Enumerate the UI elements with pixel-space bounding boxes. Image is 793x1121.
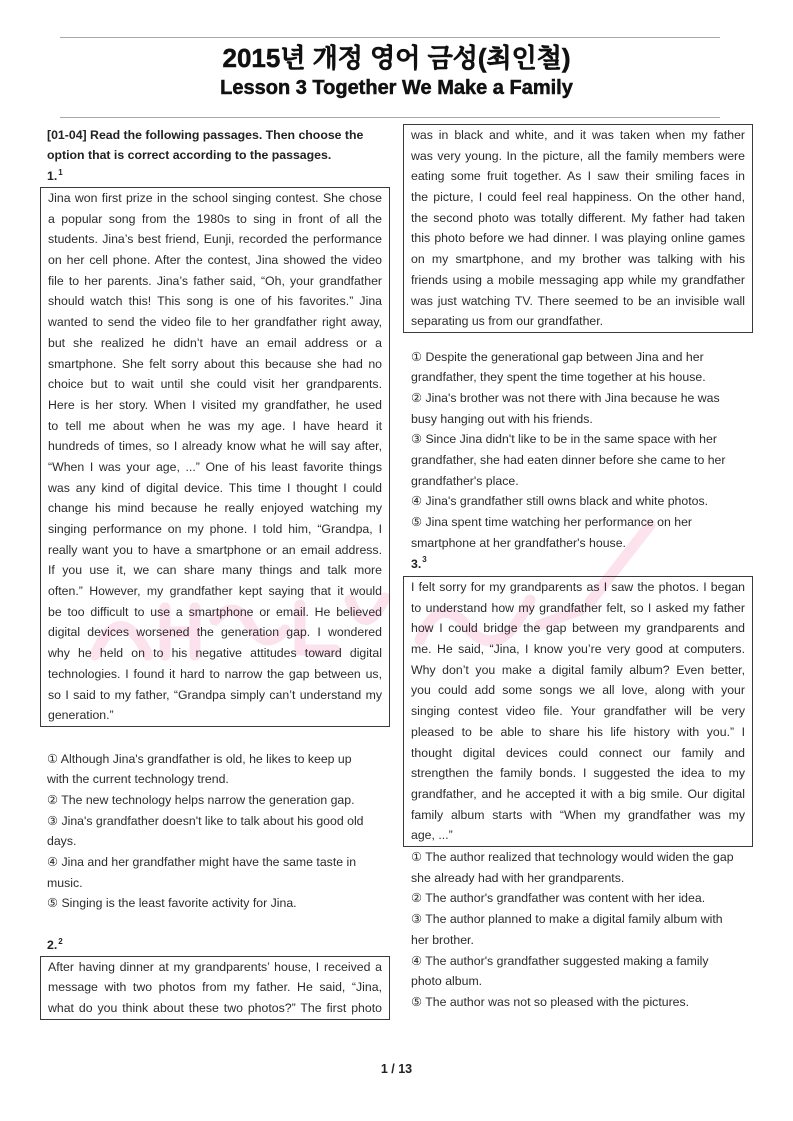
option-text: Jina and her grandfather might have the same taste in <box>61 855 357 870</box>
option-line: music. <box>47 875 83 890</box>
instructions-line: option that is correct according to the passages. <box>47 148 332 163</box>
option-marker: ② <box>47 792 59 807</box>
instructions-line: [01-04] Read the following passages. Then choose the <box>47 127 364 142</box>
option-line <box>47 893 390 914</box>
option-line <box>47 852 390 873</box>
passage-line: how I could bridge the gap between my grandparents and <box>411 621 745 636</box>
option <box>47 790 390 811</box>
passage-line: on my smartphone, and my brother was talking with his <box>411 252 745 267</box>
option-line <box>411 429 753 450</box>
passage-line: pleased to be able to share his life history with you.” I <box>411 724 745 739</box>
option-text: The author's grandfather was content with her idea. <box>425 891 706 906</box>
passage-line: a popular song from the 1980s to sing in front of all the <box>48 211 382 226</box>
option-text: Despite the generational gap between Jina and her <box>425 349 704 364</box>
passage-line: but she realized he didn’t have an email address or a <box>48 335 382 350</box>
passage-line: eating some fruit together. As I saw their smiling faces in <box>411 169 745 184</box>
passage-line: thought digital devices could connect our family and <box>411 745 745 760</box>
question-3-passage-box <box>403 576 753 847</box>
passage-line: the picture, I could feel real happiness. On the other hand, <box>411 190 745 205</box>
question-2-options <box>411 347 753 575</box>
option-marker: ⑤ <box>411 515 423 530</box>
option-line <box>47 790 390 811</box>
passage-line: on her cell phone. After the contest, Jina showed the video <box>48 253 382 268</box>
option-line: she already had with her grandparents. <box>411 870 625 885</box>
passage-line: was in black and white, and it was taken when my father <box>411 128 745 142</box>
option-marker: ③ <box>47 813 59 828</box>
lesson-subtitle: Lesson 3 Together We Make a Family <box>220 77 573 99</box>
option <box>411 491 753 512</box>
option-marker: ③ <box>411 432 423 447</box>
option-marker: ④ <box>411 494 423 509</box>
option-text: The author planned to make a digital family album with <box>425 912 723 927</box>
option-marker: ③ <box>411 912 423 927</box>
page-title: 2015년 개정 영어 금성(최인철) <box>222 43 571 73</box>
option-marker: ④ <box>47 855 59 870</box>
passage-line: the second photo was totally different. My father had taken <box>411 210 745 225</box>
option-line <box>411 388 753 409</box>
option <box>47 893 390 914</box>
option-text: The new technology helps narrow the generation gap. <box>61 792 355 807</box>
option-line <box>411 347 753 368</box>
option <box>411 847 753 888</box>
question-3-label <box>411 554 753 575</box>
option-marker: ④ <box>411 953 423 968</box>
option-text: Singing is the least favorite activity for Jina. <box>61 896 297 911</box>
option <box>47 852 390 893</box>
passage-line: be too difficult to use a smartphone or email. He believed <box>48 604 382 619</box>
passage-line: family album starts with “When my grandfather was my <box>411 807 745 822</box>
option-marker: ① <box>411 850 423 865</box>
option-line <box>411 909 753 930</box>
option-line <box>411 491 753 512</box>
option-marker: ② <box>411 891 423 906</box>
passage-line: hundreds of times, so I already know what he will say after, <box>48 439 382 454</box>
passage-line: was just watching TV. There seemed to be an invisible wall <box>411 293 745 308</box>
option-line: with the current technology trend. <box>47 772 229 787</box>
passage-line: friends using a mobile messaging app while my grandfather <box>411 272 745 287</box>
passage-line: so I said to my father, “Grandpa simply can’t understand my <box>48 687 382 702</box>
option-text: The author's grandfather suggested making a family <box>425 953 709 968</box>
passage-line: “When I was your age, ...” One of his least favorite things <box>48 459 382 474</box>
option <box>411 388 753 429</box>
passage-line: this photo before we had dinner. I was playing online games <box>411 231 745 246</box>
passage-line: age, ...” <box>411 828 453 843</box>
option <box>411 909 753 950</box>
option-text: Jina spent time watching her performance on her <box>425 515 693 530</box>
option <box>411 512 753 553</box>
footnote-marker: 2 <box>58 936 63 946</box>
option-marker: ① <box>411 349 423 364</box>
passage-line: me. He said, “Jina, I know you’re very good at computers. <box>411 642 745 657</box>
option-text: The author was not so pleased with the pictures. <box>425 994 690 1009</box>
passage-line: separating us from our grandfather. <box>411 314 604 329</box>
question-1-options <box>47 749 390 915</box>
option-line <box>411 951 753 972</box>
passage-line: If you use it, we can share many things and talk more <box>48 563 382 578</box>
option-line: photo album. <box>411 974 483 989</box>
option-line <box>411 847 753 868</box>
option-line <box>47 811 390 832</box>
option-text: Jina's brother was not there with Jina because he was <box>425 391 720 406</box>
footnote-marker: 1 <box>58 167 63 177</box>
option <box>47 749 390 790</box>
option-line: smartphone at her grandfather's house. <box>411 535 626 550</box>
option <box>411 888 753 909</box>
passage-line: Jina won first prize in the school singing contest. She chose <box>48 191 382 205</box>
passage-line: I felt sorry for my grandparents as I saw the photos. I began <box>411 580 745 594</box>
passage-line: should watch this! This song is one of his favorites.” Jina <box>48 294 382 309</box>
passage-line: Why don’t you make a digital family album? Even better, <box>411 662 745 677</box>
passage-line: really want you to have a smartphone or an email address. <box>48 542 382 557</box>
option-line <box>411 992 753 1013</box>
passage-line: choice but to wait until she could visit her grandparents. <box>48 377 382 392</box>
option-line: days. <box>47 834 77 849</box>
passage-line: what do you think about these two photos?” The first photo <box>48 1000 382 1015</box>
passage-line: students. Jina’s best friend, Eunji, recorded the performance <box>48 232 382 247</box>
question-2-label <box>47 935 390 956</box>
passage-line: message with two photos from my father. He said, “Jina, <box>48 980 382 995</box>
option-line <box>411 512 753 533</box>
passage-line: you could add some songs we all love, along with your <box>411 683 745 698</box>
option-text: The author realized that technology would widen the gap <box>425 850 734 865</box>
option-text: Jina's grandfather still owns black and white photos. <box>425 494 709 509</box>
passage-line: why he held on to his negative attitudes toward digital <box>48 646 382 661</box>
passage-line: was any kind of digital device. This time I thought I could <box>48 480 382 495</box>
passage-line: digital devices worsened the generation gap. I wondered <box>48 625 382 640</box>
question-number: 3. <box>411 556 422 571</box>
question-1-passage-box <box>40 187 390 727</box>
option-line: grandfather's place. <box>411 473 519 488</box>
passage-line: technologies. I found it hard to narrow the gap between us, <box>48 666 382 681</box>
passage-line: strengthen the family bonds. I suggested the idea to my <box>411 766 745 781</box>
passage-line: Here is her story. When I visited my grandfather, he used <box>48 397 382 412</box>
option-line: grandfather, they spent the time together at his house. <box>411 370 706 385</box>
passage-line: to understand how my grandfather felt, so I asked my father <box>411 600 745 615</box>
option-marker: ② <box>411 391 423 406</box>
passage-line: singing performance on my phone. I told him, “Grandpa, I <box>48 522 382 536</box>
passage-line: often.” However, my grandfather kept saying that it would <box>48 584 382 599</box>
passage-line: grandfather, and he accepted it with a big smile. Our digital <box>411 786 745 801</box>
option <box>411 347 753 388</box>
option-marker: ① <box>47 751 59 766</box>
option-line <box>411 888 753 909</box>
top-rule <box>60 37 720 38</box>
question-3-options <box>411 847 753 1013</box>
option <box>47 811 390 852</box>
instructions <box>47 125 390 187</box>
passage-line: file to her parents. Jina’s father said, “Oh, your grandfather <box>48 273 382 288</box>
option <box>411 429 753 491</box>
passage-line: smartphone. She felt sorry about this because she had no <box>48 356 382 371</box>
question-1-label <box>47 166 390 187</box>
passage-line: generation.” <box>48 708 114 723</box>
option-line: her brother. <box>411 932 474 947</box>
passage-line: to tell me about when he was my age. I have heard it <box>48 418 382 433</box>
option-text: Although Jina's grandfather is old, he likes to keep up <box>60 751 352 766</box>
passage-line: wanted to send the video file to her grandfather right away, <box>48 315 382 330</box>
question-number: 1. <box>47 169 58 184</box>
footnote-marker: 3 <box>422 555 427 565</box>
option-line: grandfather, she had eaten dinner before she came to her <box>411 453 726 468</box>
option-line <box>47 749 390 770</box>
option-text: Since Jina didn't like to be in the same space with her <box>425 432 717 447</box>
question-2-passage-box <box>40 956 390 1020</box>
option-marker: ⑤ <box>411 994 423 1009</box>
question-2-passage-continued-box <box>403 124 753 333</box>
option-line: busy hanging out with his friends. <box>411 411 593 426</box>
question-2-label-block <box>47 935 390 956</box>
passage-line: change his mind because he really enjoyed watching my <box>48 501 382 516</box>
question-number: 2. <box>47 937 58 952</box>
option <box>411 951 753 992</box>
page-indicator: 1 / 13 <box>380 1062 413 1076</box>
passage-line: After having dinner at my grandparents’ house, I received a <box>48 959 382 974</box>
passage-line: singing contest video file. Your grandfather will be very <box>411 704 745 719</box>
header-rule <box>60 117 720 118</box>
option <box>411 992 753 1013</box>
option-text: Jina's grandfather doesn't like to talk about his good old <box>61 813 364 828</box>
passage-line: was very young. In the picture, all the family members were <box>411 148 745 163</box>
option-marker: ⑤ <box>47 896 59 911</box>
